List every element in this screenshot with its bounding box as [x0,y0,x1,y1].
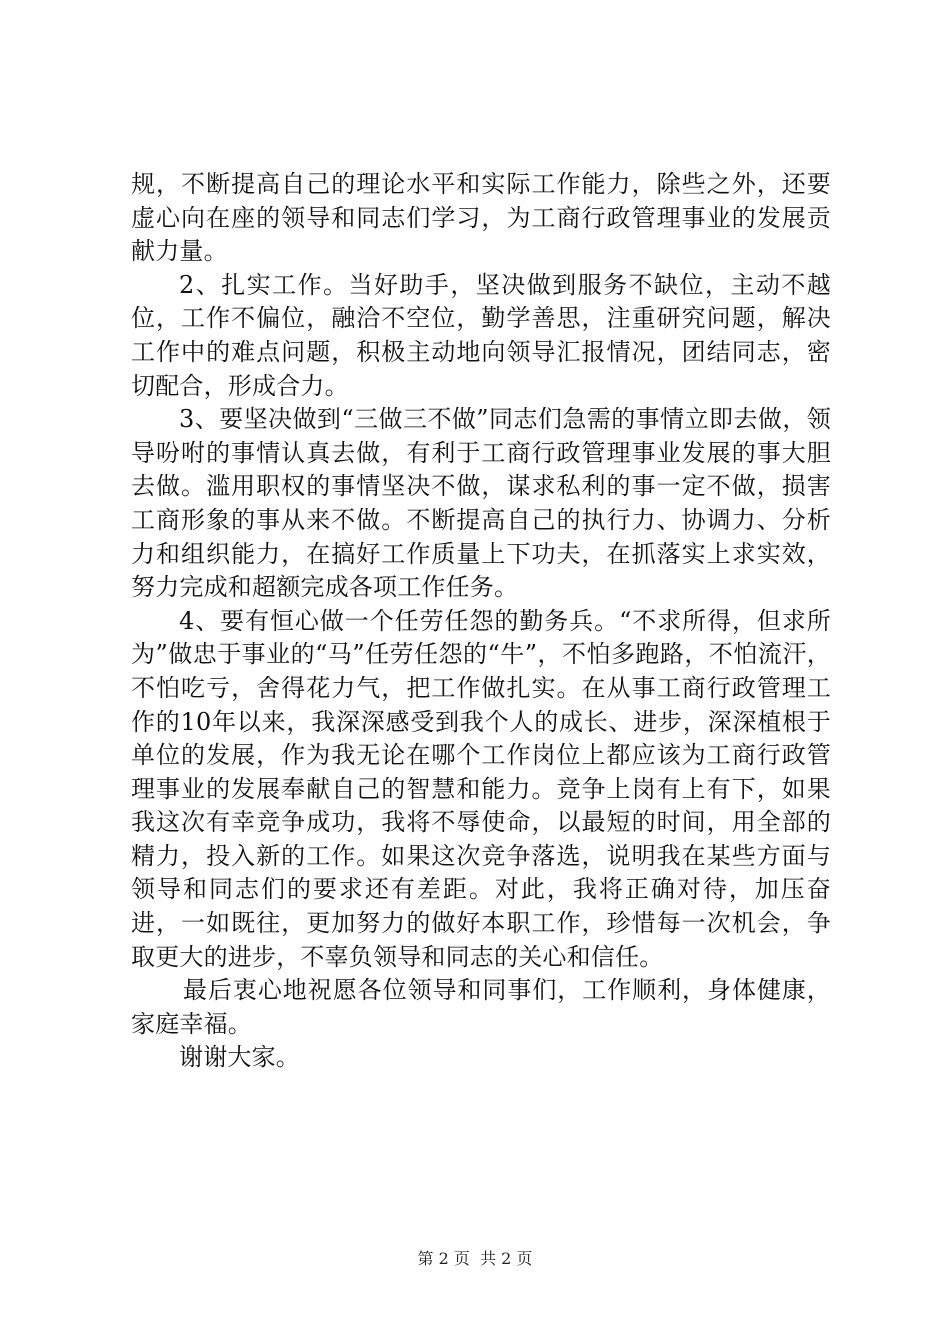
document-body [131,168,831,1075]
paragraph-item-4: 4、要有恒心做一个任劳任怨的勤务兵。“不求所得，但求所为”做忠于事业的“马”任劳任怨的“牛”，不怕多跑路，不怕流汗，不怕吃亏，舍得花力气，把工作做扎实。在从事工商行政管理工作的10年以来，我深深感受到我个人的成长、进步，深深植根于单位的发展，作为我无论在哪个工作岗位上都应该为工商行政管理事业的发展奉献自己的智慧和能力。竞争上岗有上有下，如果我这次有幸竞争成功，我将不辱使命，以最短的时间，用全部的精力，投入新的工作。如果这次竞争落选，说明我在某些方面与领导和同志们的要求还有差距。对此，我将正确对待，加压奋进，一如既往，更加努力的做好本职工作，珍惜每一次机会，争取更大的进步，不辜负领导和同志的关心和信任。 [131,606,831,971]
paragraph-thanks: 谢谢大家。 [179,1043,300,1072]
paragraph-item-2: 2、扎实工作。当好助手，坚决做到服务不缺位，主动不越位，工作不偏位，融洽不空位，勤学善思，注重研究问题，解决工作中的难点问题，积极主动地向领导汇报情况，团结同志，密切配合，形成合力。 [131,270,831,400]
page-number-label: 第 2 页 共 2 页 [417,1249,533,1268]
page-footer [0,1246,950,1269]
paragraph-continuation: 规，不断提高自己的理论水平和实际工作能力，除些之外，还要虚心向在座的领导和同志们学习，为工商行政管理事业的发展贡献力量。 [131,170,831,266]
paragraph-item-3: 3、要坚决做到“三做三不做”同志们急需的事情立即去做，领导吩咐的事情认真去做，有利于工商行政管理事业发展的事大胆去做。滥用职权的事情坚决不做，谋求私利的事一定不做，损害工商形象的事从来不做。不断提高自己的执行力、协调力、分析力和组织能力，在搞好工作质量上下功夫，在抓落实上求实效，努力完成和超额完成各项工作任务。 [131,405,831,602]
paragraph-closing-wishes: 最后衷心地祝愿各位领导和同事们，工作顺利，身体健康，家庭幸福。 [131,976,831,1038]
